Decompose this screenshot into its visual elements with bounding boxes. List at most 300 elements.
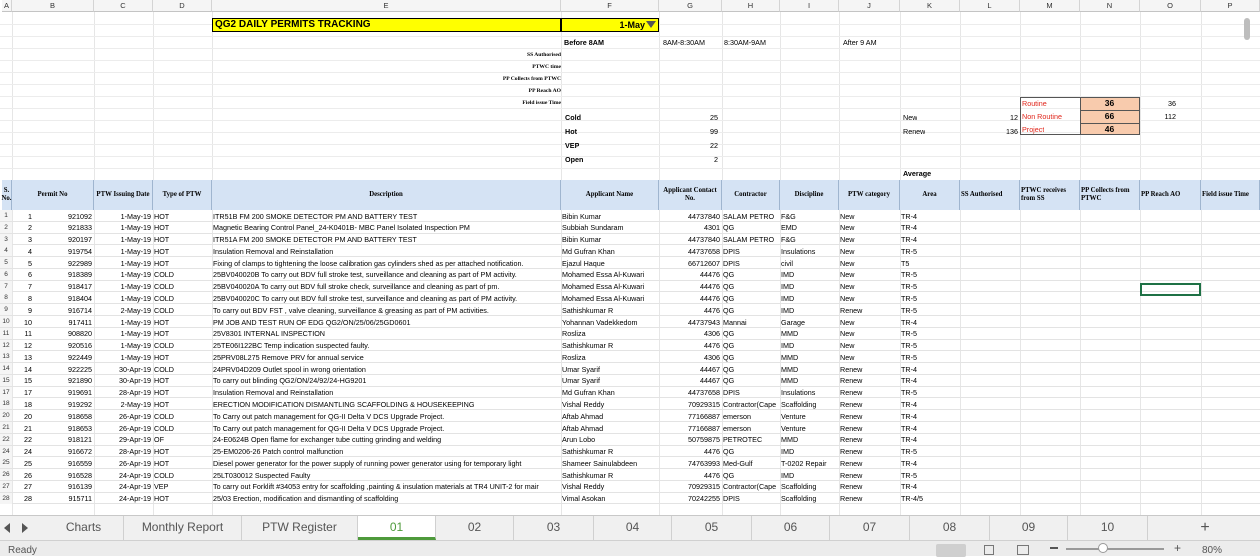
table-cell[interactable]: 25LT030012 Suspected Faulty [213,470,311,480]
tab-03[interactable]: 03 [514,516,594,540]
table-cell[interactable]: 917411 [68,317,92,327]
table-cell[interactable]: Renew [840,399,863,409]
table-cell[interactable]: New [840,341,855,351]
table-cell[interactable]: Renew [840,364,863,374]
table-cell[interactable]: 916559 [68,458,92,468]
page-layout-icon[interactable] [984,545,994,555]
table-cell[interactable]: TR-5 [901,352,917,362]
table-cell[interactable]: TR-5 [901,282,917,292]
table-cell[interactable]: F&G [781,211,796,221]
table-cell[interactable]: To carry out blinding QG2/ON/24/92/24-HG9201 [213,376,367,386]
table-cell[interactable]: 30-Apr-19 [119,376,151,386]
serial-number-cell[interactable]: 17 [24,388,32,398]
table-cell[interactable]: QG [723,470,735,480]
table-cell[interactable]: Renew [840,470,863,480]
serial-number-cell[interactable]: 15 [24,376,32,386]
table-cell[interactable]: Scaffolding [781,482,817,492]
table-cell[interactable]: QG [723,270,735,280]
table-cell[interactable]: TR-4 [901,317,917,327]
table-cell[interactable]: TR-5 [901,270,917,280]
dropdown-icon[interactable] [646,21,656,28]
table-cell[interactable]: COLD [154,364,174,374]
serial-number-cell[interactable]: 7 [28,282,32,292]
table-cell[interactable]: 70929315 [688,399,720,409]
table-cell[interactable]: EMD [781,223,797,233]
table-cell[interactable]: 908820 [68,329,92,339]
table-cell[interactable]: Insulations [781,388,816,398]
row-header[interactable]: 4 [0,245,12,256]
table-cell[interactable]: 25/03 Erection, modification and dismantling of scaffolding [213,494,399,504]
table-cell[interactable]: 1-May-19 [120,211,151,221]
table-cell[interactable]: Renew [840,482,863,492]
serial-number-cell[interactable]: 3 [28,235,32,245]
column-header-n[interactable]: N [1080,0,1140,12]
row-header[interactable]: 28 [0,493,12,504]
table-cell[interactable]: HOT [154,246,170,256]
table-cell[interactable]: 26-Apr-19 [119,423,151,433]
table-cell[interactable]: 28-Apr-19 [119,447,151,457]
table-cell[interactable]: 1-May-19 [120,223,151,233]
table-cell[interactable]: 1-May-19 [120,282,151,292]
table-cell[interactable]: Vishal Reddy [562,482,605,492]
table-cell[interactable]: Umar Syarif [562,376,600,386]
table-cell[interactable]: To carry out Forklift #34053 entry for scaffolding ,painting & insulation materials at TR4 UNIT-2 for mair [213,482,539,492]
table-cell[interactable]: emerson [723,411,751,421]
serial-number-cell[interactable]: 8 [28,293,32,303]
table-cell[interactable]: Med-Gulf [723,458,753,468]
table-cell[interactable]: HOT [154,494,170,504]
serial-number-cell[interactable]: 5 [28,258,32,268]
table-cell[interactable]: IMD [781,282,795,292]
tab-08[interactable]: 08 [910,516,990,540]
table-cell[interactable]: QG [723,329,735,339]
table-cell[interactable]: T5 [901,258,910,268]
table-cell[interactable]: TR-4 [901,364,917,374]
table-cell[interactable]: ERECTION MODIFICATION DISMANTLING SCAFFOLDING & HOUSEKEEPING [213,399,475,409]
row-header[interactable]: 9 [0,304,12,315]
table-cell[interactable]: COLD [154,423,174,433]
table-cell[interactable]: 916672 [68,447,92,457]
table-cell[interactable]: 44467 [700,376,720,386]
table-cell[interactable]: COLD [154,341,174,351]
table-cell[interactable]: 44737658 [688,246,720,256]
tab-01[interactable]: 01 [358,516,436,540]
row-header[interactable]: 24 [0,446,12,457]
row-header[interactable]: 27 [0,481,12,492]
row-header[interactable]: 7 [0,281,12,292]
table-cell[interactable]: 918653 [68,423,92,433]
table-cell[interactable]: emerson [723,423,751,433]
table-cell[interactable]: Renew [840,435,863,445]
column-header-h[interactable]: H [722,0,780,12]
table-cell[interactable]: QG [723,341,735,351]
table-cell[interactable]: New [840,317,855,327]
table-cell[interactable]: Scaffolding [781,399,817,409]
table-cell[interactable]: 1-May-19 [120,329,151,339]
table-cell[interactable]: HOT [154,388,170,398]
table-cell[interactable]: HOT [154,317,170,327]
table-cell[interactable]: 70242255 [688,494,720,504]
row-header[interactable]: 10 [0,316,12,327]
table-cell[interactable]: TR-4 [901,423,917,433]
table-cell[interactable]: TR-4 [901,376,917,386]
row-header[interactable]: 13 [0,351,12,362]
table-cell[interactable]: 24PRV04D209 Outlet spool in wrong orientation [213,364,366,374]
tab-05[interactable]: 05 [672,516,752,540]
tab-ptw-register[interactable]: PTW Register [242,516,358,540]
table-cell[interactable]: Contractor(Cape [723,482,777,492]
zoom-in-icon[interactable]: + [1174,541,1182,555]
serial-number-cell[interactable]: 10 [24,317,32,327]
column-header-f[interactable]: F [561,0,659,12]
serial-number-cell[interactable]: 2 [28,223,32,233]
table-cell[interactable]: Garage [781,317,805,327]
table-cell[interactable]: TR-5 [901,246,917,256]
serial-number-cell[interactable]: 13 [24,352,32,362]
table-cell[interactable]: Renew [840,305,863,315]
column-header-k[interactable]: K [900,0,960,12]
table-cell[interactable]: Fixing of clamps to tightening the loose calibration gas cylinders shed as per attached notification. [213,258,524,268]
serial-number-cell[interactable]: 12 [24,341,32,351]
table-cell[interactable]: Renew [840,458,863,468]
table-cell[interactable]: To Carry out patch management for QG-II Delta V DCS Upgrade Project. [213,411,445,421]
normal-view-icon[interactable] [936,544,966,557]
column-header-g[interactable]: G [659,0,722,12]
table-cell[interactable]: 919691 [68,388,92,398]
table-cell[interactable]: QG [723,293,735,303]
table-cell[interactable]: DPIS [723,388,740,398]
table-cell[interactable]: 25PRV08L275 Remove PRV for annual service [213,352,364,362]
table-cell[interactable]: HOT [154,235,170,245]
table-cell[interactable]: QG [723,352,735,362]
serial-number-cell[interactable]: 18 [24,399,32,409]
table-cell[interactable]: Md Gufran Khan [562,388,615,398]
row-header[interactable]: 22 [0,434,12,445]
table-cell[interactable]: PM JOB AND TEST RUN OF EDG QG2/ON/25/06/25GD0601 [213,317,411,327]
serial-number-cell[interactable]: 6 [28,270,32,280]
table-cell[interactable]: COLD [154,305,174,315]
table-cell[interactable]: 916528 [68,470,92,480]
table-cell[interactable]: HOT [154,447,170,457]
tab-scroll-left-icon[interactable] [4,523,10,533]
serial-number-cell[interactable]: 11 [24,329,32,339]
table-cell[interactable]: SALAM PETRO [723,235,775,245]
table-cell[interactable]: 24-E0624B Open flame for exchanger tube cutting grinding and welding [213,435,442,445]
table-cell[interactable]: 1-May-19 [120,270,151,280]
table-cell[interactable]: 1-May-19 [120,246,151,256]
table-cell[interactable]: MMD [781,329,799,339]
table-cell[interactable]: COLD [154,470,174,480]
table-cell[interactable]: DPIS [723,246,740,256]
table-cell[interactable]: New [840,235,855,245]
table-cell[interactable]: Yohannan Vadekkedom [562,317,638,327]
vertical-scrollbar-thumb[interactable] [1244,18,1250,40]
table-cell[interactable]: IMD [781,341,795,351]
table-cell[interactable]: To Carry out patch management for QG-II Delta V DCS Upgrade Project. [213,423,445,433]
table-cell[interactable]: Sathishkumar R [562,470,614,480]
table-cell[interactable]: 25BV040020C To carry out BDV full stroke test, surveillance and cleaning as part of PM activity. [213,293,518,303]
table-cell[interactable]: Ejazul Haque [562,258,605,268]
table-cell[interactable]: Umar Syarif [562,364,600,374]
tab-02[interactable]: 02 [436,516,514,540]
table-cell[interactable]: TR-5 [901,447,917,457]
table-cell[interactable]: 918121 [68,435,92,445]
tab-07[interactable]: 07 [830,516,910,540]
table-cell[interactable]: 918417 [68,282,92,292]
table-cell[interactable]: New [840,223,855,233]
table-cell[interactable]: Subbiah Sundaram [562,223,624,233]
serial-number-cell[interactable]: 24 [24,447,32,457]
table-cell[interactable]: COLD [154,270,174,280]
table-cell[interactable]: 921833 [68,223,92,233]
row-header[interactable]: 25 [0,457,12,468]
table-cell[interactable]: 30-Apr-19 [119,364,151,374]
table-cell[interactable]: 921092 [68,211,92,221]
table-cell[interactable]: Renew [840,411,863,421]
table-cell[interactable]: TR-5 [901,329,917,339]
table-cell[interactable]: Scaffolding [781,494,817,504]
row-header[interactable]: 1 [0,210,12,221]
serial-number-cell[interactable]: 26 [24,470,32,480]
tab-monthly-report[interactable]: Monthly Report [124,516,242,540]
column-header-e[interactable]: E [212,0,561,12]
table-cell[interactable]: QG [723,364,735,374]
table-cell[interactable]: New [840,282,855,292]
table-cell[interactable]: 44737840 [688,211,720,221]
table-cell[interactable]: 44737658 [688,388,720,398]
page-break-icon[interactable] [1017,545,1029,555]
table-cell[interactable]: QG [723,447,735,457]
table-cell[interactable]: IMD [781,293,795,303]
table-cell[interactable]: 916714 [68,305,92,315]
table-cell[interactable]: New [840,258,855,268]
table-cell[interactable]: Insulation Removal and Reinstallation [213,246,334,256]
table-cell[interactable]: Sathishkumar R [562,305,614,315]
serial-number-cell[interactable]: 9 [28,305,32,315]
table-cell[interactable]: New [840,211,855,221]
table-cell[interactable]: 74763993 [688,458,720,468]
row-header[interactable]: 11 [0,328,12,339]
table-cell[interactable]: Renew [840,447,863,457]
column-header-a[interactable]: A [2,0,12,12]
table-cell[interactable]: 4306 [704,352,720,362]
table-cell[interactable]: T-0202 Repair [781,458,827,468]
table-cell[interactable]: 1-May-19 [120,258,151,268]
table-cell[interactable]: 44467 [700,364,720,374]
table-cell[interactable]: HOT [154,329,170,339]
table-cell[interactable]: 919754 [68,246,92,256]
serial-number-cell[interactable]: 21 [24,423,32,433]
table-cell[interactable]: 4476 [704,447,720,457]
table-cell[interactable]: 26-Apr-19 [119,458,151,468]
table-cell[interactable]: 1-May-19 [120,352,151,362]
table-cell[interactable]: 4301 [704,223,720,233]
table-cell[interactable]: ITR51B FM 200 SMOKE DETECTOR PM AND BATTERY TEST [213,211,418,221]
selected-cell[interactable] [1140,283,1201,296]
serial-number-cell[interactable]: 22 [24,435,32,445]
table-cell[interactable]: 24-Apr-19 [119,470,151,480]
table-cell[interactable]: HOT [154,376,170,386]
table-cell[interactable]: MMD [781,435,799,445]
table-cell[interactable]: 2-May-19 [120,399,151,409]
table-cell[interactable]: 1-May-19 [120,235,151,245]
table-cell[interactable]: Insulation Removal and Reinstallation [213,388,334,398]
row-header[interactable]: 2 [0,222,12,233]
table-cell[interactable]: 29-Apr-19 [119,435,151,445]
add-sheet-button[interactable]: + [1200,519,1210,536]
table-cell[interactable]: QG [723,305,735,315]
table-cell[interactable]: PETROTEC [723,435,763,445]
table-cell[interactable]: TR-4/5 [901,494,923,504]
tab-10[interactable]: 10 [1068,516,1148,540]
table-cell[interactable]: 922449 [68,352,92,362]
row-header[interactable]: 15 [0,375,12,386]
column-header-d[interactable]: D [153,0,212,12]
table-cell[interactable]: TR-4 [901,211,917,221]
table-cell[interactable]: MMD [781,364,799,374]
table-cell[interactable]: 26-Apr-19 [119,411,151,421]
tab-04[interactable]: 04 [594,516,672,540]
table-cell[interactable]: 4476 [704,341,720,351]
table-cell[interactable]: 4476 [704,470,720,480]
column-header-p[interactable]: P [1201,0,1260,12]
table-cell[interactable]: TR-5 [901,388,917,398]
table-cell[interactable]: IMD [781,270,795,280]
table-cell[interactable]: civil [781,258,793,268]
table-cell[interactable]: HOT [154,458,170,468]
table-cell[interactable]: Rosliza [562,352,586,362]
table-cell[interactable]: Mannai [723,317,747,327]
table-cell[interactable]: 2-May-19 [120,305,151,315]
table-cell[interactable]: 44476 [700,282,720,292]
table-cell[interactable]: COLD [154,282,174,292]
table-cell[interactable]: ITR51A FM 200 SMOKE DETECTOR PM AND BATTERY TEST [213,235,417,245]
serial-number-cell[interactable]: 4 [28,246,32,256]
table-cell[interactable]: Aftab Ahmad [562,411,604,421]
table-cell[interactable]: 66712607 [688,258,720,268]
table-cell[interactable]: Renew [840,494,863,504]
table-cell[interactable]: TR-5 [901,341,917,351]
table-cell[interactable]: HOT [154,352,170,362]
table-cell[interactable]: Venture [781,411,806,421]
table-cell[interactable]: Magnetic Bearing Control Panel_24-K0401B- MBC Panel Isolated Inspection PM [213,223,470,233]
table-cell[interactable]: 4306 [704,329,720,339]
table-cell[interactable]: 919292 [68,399,92,409]
table-cell[interactable]: DPIS [723,494,740,504]
table-cell[interactable]: Renew [840,423,863,433]
table-cell[interactable]: 918389 [68,270,92,280]
row-header[interactable]: 14 [0,363,12,374]
table-cell[interactable]: 77166887 [688,423,720,433]
table-cell[interactable]: DPIS [723,258,740,268]
table-cell[interactable]: Mohamed Essa Al-Kuwari [562,282,645,292]
row-header[interactable]: 20 [0,410,12,421]
table-cell[interactable]: HOT [154,399,170,409]
serial-number-cell[interactable]: 28 [24,494,32,504]
table-cell[interactable]: COLD [154,293,174,303]
table-cell[interactable]: QG [723,376,735,386]
table-cell[interactable]: F&G [781,235,796,245]
table-cell[interactable]: TR-4 [901,482,917,492]
column-header-i[interactable]: I [780,0,839,12]
table-cell[interactable]: Renew [840,376,863,386]
serial-number-cell[interactable]: 20 [24,411,32,421]
table-cell[interactable]: 25TE06I122BC Temp indication suspected faulty. [213,341,370,351]
table-cell[interactable]: 28-Apr-19 [119,388,151,398]
serial-number-cell[interactable]: 14 [24,364,32,374]
zoom-out-icon[interactable] [1050,547,1058,549]
table-cell[interactable]: 44476 [700,293,720,303]
serial-number-cell[interactable]: 27 [24,482,32,492]
table-cell[interactable]: IMD [781,305,795,315]
table-cell[interactable]: MMD [781,376,799,386]
table-cell[interactable]: 920516 [68,341,92,351]
table-cell[interactable]: HOT [154,223,170,233]
table-cell[interactable]: 918404 [68,293,92,303]
table-cell[interactable]: 922989 [68,258,92,268]
table-cell[interactable]: Vimal Asokan [562,494,606,504]
table-cell[interactable]: 4476 [704,305,720,315]
table-cell[interactable]: Arun Lobo [562,435,596,445]
table-cell[interactable]: Bibin Kumar [562,235,602,245]
table-cell[interactable]: 24-Apr-19 [119,482,151,492]
table-cell[interactable]: TR-4 [901,411,917,421]
table-cell[interactable]: SALAM PETRO [723,211,775,221]
table-cell[interactable]: Aftab Ahmad [562,423,604,433]
column-header-l[interactable]: L [960,0,1020,12]
table-cell[interactable]: 922225 [68,364,92,374]
column-header-m[interactable]: M [1020,0,1080,12]
table-cell[interactable]: 44737840 [688,235,720,245]
table-cell[interactable]: OF [154,435,164,445]
table-cell[interactable]: Md Gufran Khan [562,246,615,256]
row-header[interactable]: 5 [0,257,12,268]
serial-number-cell[interactable]: 1 [28,211,32,221]
table-cell[interactable]: 25BV040020A To carry out BDV full stroke check, surveillance and cleaning as part of pm. [213,282,500,292]
tab-charts[interactable]: Charts [44,516,124,540]
table-cell[interactable]: 915711 [68,494,92,504]
table-cell[interactable]: 44737943 [688,317,720,327]
table-cell[interactable]: Mohamed Essa Al-Kuwari [562,293,645,303]
zoom-slider[interactable] [1066,548,1164,550]
table-cell[interactable]: 70929315 [688,482,720,492]
row-header[interactable]: 12 [0,340,12,351]
table-cell[interactable]: TR-5 [901,293,917,303]
table-cell[interactable]: TR-4 [901,435,917,445]
table-cell[interactable]: VEP [154,482,169,492]
table-cell[interactable]: 24-Apr-19 [119,494,151,504]
serial-number-cell[interactable]: 25 [24,458,32,468]
table-cell[interactable]: New [840,293,855,303]
table-cell[interactable]: New [840,246,855,256]
tab-scroll-right-icon[interactable] [22,523,28,533]
table-cell[interactable]: New [840,329,855,339]
table-cell[interactable]: Diesel power generator for the power supply of running power generator using for temporary light [213,458,522,468]
table-cell[interactable]: Renew [840,388,863,398]
table-cell[interactable]: New [840,352,855,362]
table-cell[interactable]: TR-4 [901,235,917,245]
table-cell[interactable]: HOT [154,258,170,268]
tab-06[interactable]: 06 [752,516,830,540]
column-header-c[interactable]: C [94,0,153,12]
table-cell[interactable]: 921890 [68,376,92,386]
table-cell[interactable]: 1-May-19 [120,317,151,327]
table-cell[interactable]: TR-5 [901,470,917,480]
table-cell[interactable]: To carry out BDV FST , valve cleaning, surveillance & greasing as part of PM activities. [213,305,489,315]
table-cell[interactable]: COLD [154,411,174,421]
table-cell[interactable]: HOT [154,211,170,221]
table-cell[interactable]: 25BV040020B To carry out BDV full stroke test, surveillance and cleaning as part of PM activity. [213,270,517,280]
